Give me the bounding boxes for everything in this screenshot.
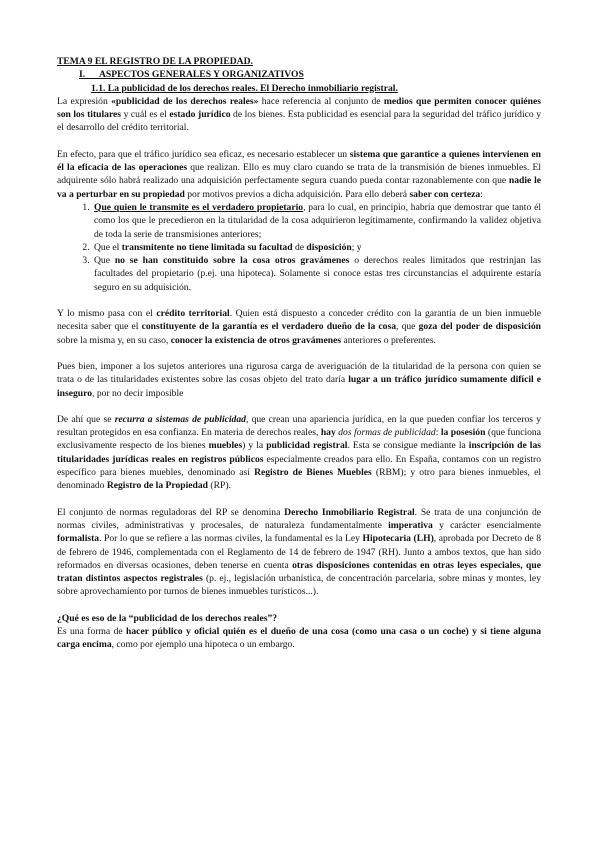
section-heading: I. ASPECTOS GENERALES Y ORGANIZATIVOS xyxy=(79,69,304,81)
list-item: 1. Que quien le transmite es el verdadero propietario, para lo cual, en principio, habría que demostrar que tanto él como los que le precedieron en la titularidad de la cosa adquirieron legítimamente, confirmando la validez objetiva de toda la serie de transmisiones anteriores; xyxy=(92,201,541,241)
subsection-heading: 1.1. La publicidad de los derechos reales. El Derecho inmobiliario registral. xyxy=(91,82,398,94)
certainty-list xyxy=(57,201,541,294)
paragraph-credito-territorial: Y lo mismo pasa con el crédito territorial. Quien está dispuesto a conceder crédito con la garantía de un bien inmueble necesita saber que el constituyente de la garantía es el verdadero dueño de la cosa, que goza del poder de disposición sobre la misma y, en su caso, conocer la existencia de otros gravámenes anteriores o preferentes. xyxy=(57,308,541,346)
faq-answer: Es una forma de hacer público y oficial quién es el dueño de una cosa (como una casa o un coche) y si tiene alguna carga encima, como por ejemplo una hipoteca o un embargo. xyxy=(57,625,541,651)
faq-question: ¿Qué es eso de la “publicidad de los derechos reales”? xyxy=(57,612,278,624)
list-item: 2. Que el transmitente no tiene limitada su facultad de disposición; y xyxy=(92,241,541,254)
document-body xyxy=(57,55,541,652)
document-title: TEMA 9 EL REGISTRO DE LA PROPIEDAD. xyxy=(57,56,253,67)
paragraph-publicidad: La expresión «publicidad de los derechos reales» hace referencia al conjunto de medios que permiten conocer quiénes son los titulares y cuál es el estado jurídico de los bienes. Esta publicidad es esencial para la seguridad del tráfico jurídico y el desarrollo del crédito territorial. xyxy=(57,95,542,134)
paragraph-carga-averiguacion: Pues bien, imponer a los sujetos anteriores una rigurosa carga de averiguación de la titularidad de la persona con quien se trata o de las titularidades existentes sobre las cosas objeto del trato daría lugar a un tráfico jurídico sumamente difícil e inseguro, por no decir imposible xyxy=(57,360,541,399)
paragraph-trafico-juridico: En efecto, para que el tráfico jurídico sea eficaz, es necesario establecer un sistema que garantice a quienes intervienen en él la eficacia de las operaciones que realizan. Ello es muy claro cuando se trata de la transmisión de bienes inmuebles. El adquirente sólo habrá realizado una adquisición perfectamente segura cuando pueda contar razonablemente con que nadie le va a perturbar en su propiedad por motivos previos a dicha adquisición. Para ello deberá saber con certeza: xyxy=(57,148,541,200)
list-item: 3. Que no se han constituido sobre la cosa otros gravámenes o derechos reales limitados que restrinjan las facultades del propietario (p.ej. una hipoteca). Solamente si conoce estas tres circunstancias el adquirente estaría seguro en su adquisición. xyxy=(92,254,541,294)
paragraph-derecho-inmobiliario: El conjunto de normas reguladoras del RP se denomina Derecho Inmobiliario Registral. Se trata de una conjunción de normas civiles, administrativas y procesales, de naturaleza fundamentalmente imperativa y carácter esencialmente formalista. Por lo que se refiere a las normas civiles, la fundamental es la Ley Hipotecaria (LH), aprobada por Decreto de 8 de febrero de 1946, complementada con el Reglamento de 14 de febrero de 1947 (RH). Junto a ambos textos, que han sido reformados en diversas ocasiones, deben tenerse en cuenta otras disposiciones contenidas en otras leyes especiales, que tratan distintos aspectos registrales (p. ej., legislación urbanística, de concentración parcelaria, sobre minas y montes, ley sobre aprovechamiento por turnos de bienes inmuebles turísticos...). xyxy=(57,506,541,598)
paragraph-sistemas-publicidad: De ahí que se recurra a sistemas de publicidad, que crean una apariencia jurídica, en la que pueden confiar los terceros y resultan protegidos en esa confianza. En materia de derechos reales, hay dos formas de publicidad: la posesión (que funciona exclusivamente respecto de los bienes muebles) y la publicidad registral. Esta se consigue mediante la inscripción de las titularidades jurídicas reales en registros públicos especialmente creados para ello. En España, contamos con un registro específico para bienes muebles, denominado así Registro de Bienes Muebles (RBM); y otro para bienes inmuebles, el denominado Registro de la Propiedad (RP). xyxy=(57,413,541,492)
